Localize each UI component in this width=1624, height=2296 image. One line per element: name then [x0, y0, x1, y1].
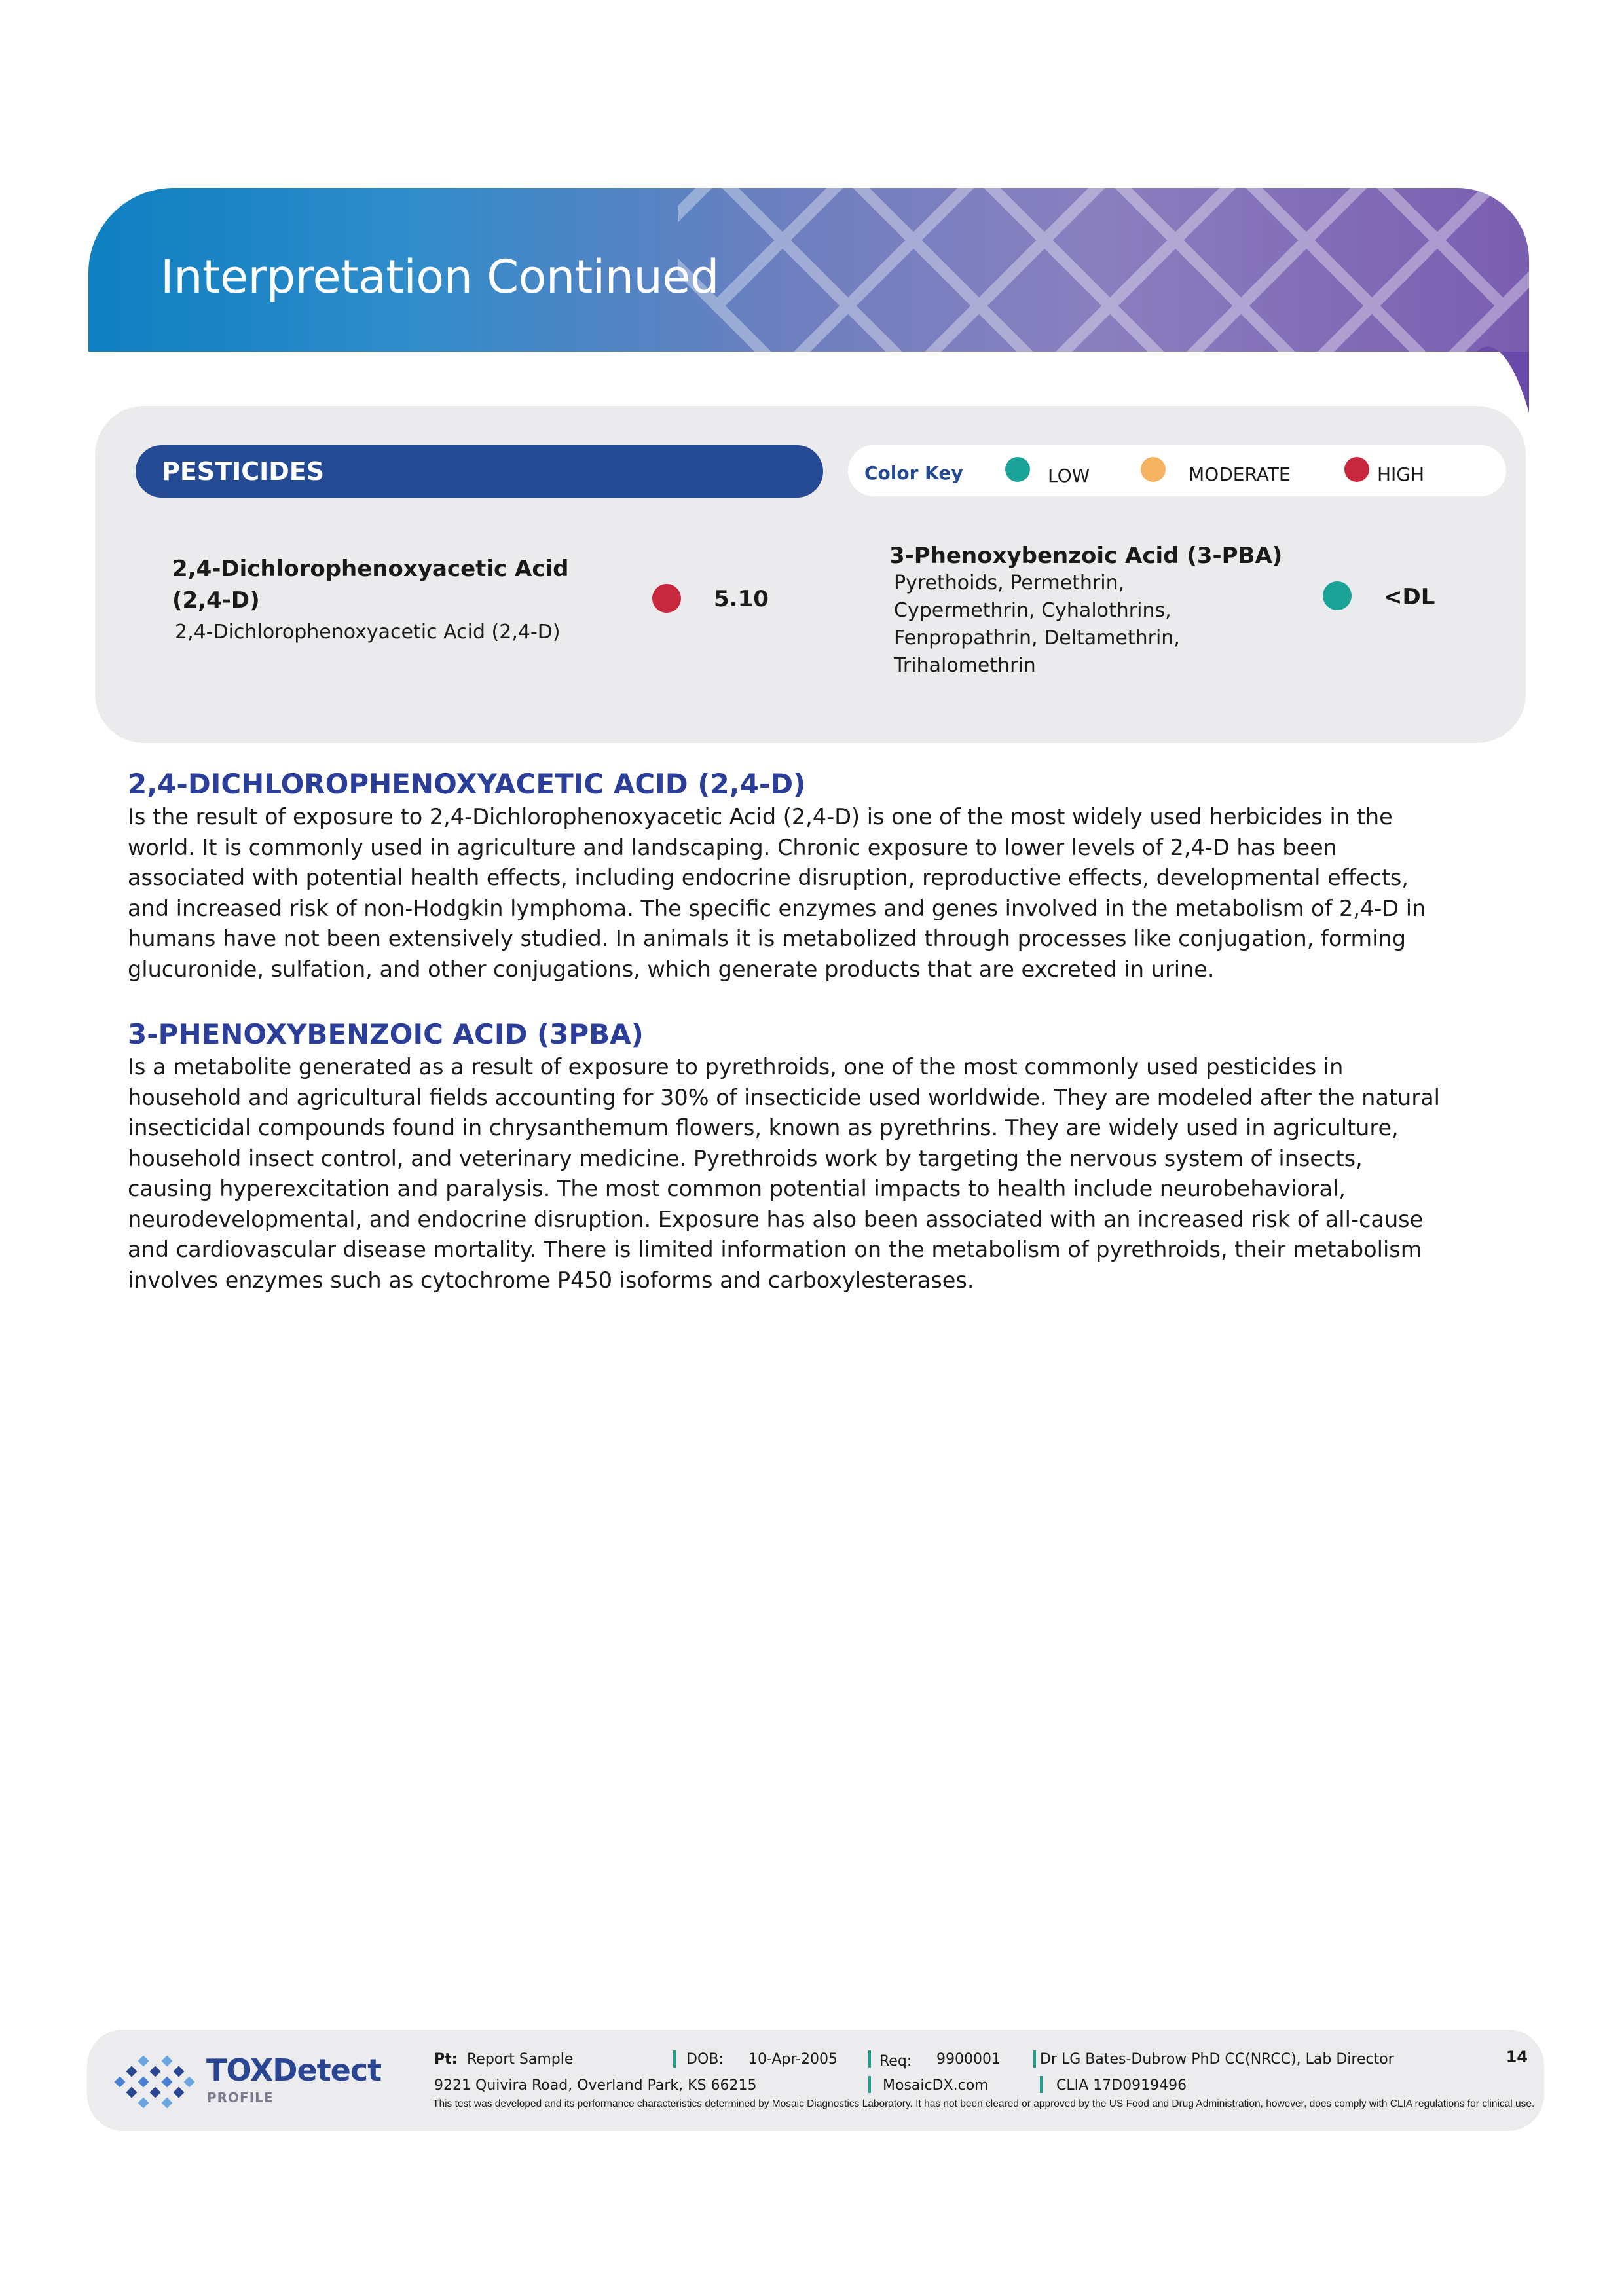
logo-text: TOXDetect	[206, 2052, 382, 2088]
footer	[87, 2030, 1544, 2131]
body-line: household insect control, and veterinary medicine. Pyrethroids work by targeting the nervous system of insects,	[128, 1145, 1363, 1171]
analyte-source-line: Trihalomethrin	[894, 654, 1036, 677]
banner-curve	[1477, 236, 1532, 419]
high-label: HIGH	[1377, 464, 1425, 485]
body-line: Is a metabolite generated as a result of exposure to pyrethroids, one of the most commonly used pesticides in	[128, 1054, 1344, 1080]
analyte-source-line: Fenpropathrin, Deltamethrin,	[894, 627, 1180, 649]
logo-subtitle: PROFILE	[207, 2090, 274, 2105]
body-line: associated with potential health effects, including endocrine disruption, reproductive effects, developmental effects,	[128, 865, 1409, 890]
clia-number: CLIA 17D0919496	[1056, 2077, 1187, 2094]
section-body	[128, 1052, 1470, 1296]
body-line: humans have not been extensively studied. In animals it is metabolized through processes like conjugation, forming	[128, 926, 1406, 951]
analyte-name-line: (2,4-D)	[172, 587, 260, 613]
body-line: glucuronide, sulfation, and other conjugations, which generate products that are excreted in urine.	[128, 956, 1215, 982]
analyte-name: 3-Phenoxybenzoic Acid (3-PBA)	[889, 543, 1283, 569]
high-dot-icon	[1344, 457, 1369, 482]
analyte-value: <DL	[1384, 584, 1435, 610]
body-line: neurodevelopmental, and endocrine disruption. Exposure has also been associated with an increased risk of all-cause	[128, 1206, 1424, 1232]
high-level-dot-icon	[652, 584, 681, 613]
page-title: Interpretation Continued	[160, 250, 719, 304]
lab-address: 9221 Quivira Road, Overland Park, KS 66215	[434, 2077, 757, 2094]
body-line: and cardiovascular disease mortality. There is limited information on the metabolism of pyrethroids, their metabolism	[128, 1237, 1422, 1262]
moderate-dot-icon	[1141, 457, 1166, 482]
toxdetect-logo-icon	[113, 2056, 198, 2108]
req-label: Req:	[879, 2053, 912, 2069]
section-heading: 3-PHENOXYBENZOIC ACID (3PBA)	[128, 1018, 644, 1050]
analyte-value: 5.10	[714, 586, 769, 612]
color-key	[848, 445, 1506, 496]
low-level-dot-icon	[1323, 581, 1352, 610]
analyte-source-line: Pyrethoids, Permethrin,	[894, 572, 1125, 594]
body-line: causing hyperexcitation and paralysis. The most common potential impacts to health include neurobehavioral,	[128, 1176, 1346, 1201]
low-dot-icon	[1005, 457, 1030, 482]
body-line: household and agricultural fields accounting for 30% of insecticide used worldwide. They are modeled after the natural	[128, 1084, 1440, 1110]
req-value: 9900001	[936, 2051, 1001, 2068]
color-key-label: Color Key	[864, 462, 963, 484]
section-label: PESTICIDES	[136, 445, 823, 498]
pesticides-panel	[95, 406, 1526, 743]
body-line: and increased risk of non-Hodgkin lymphoma. The specific enzymes and genes involved in the metabolism of 2,4-D in	[128, 895, 1426, 921]
section-heading: 2,4-DICHLOROPHENOXYACETIC ACID (2,4-D)	[128, 768, 806, 800]
low-label: LOW	[1048, 465, 1090, 486]
separator	[868, 2076, 871, 2093]
lab-director: Dr LG Bates-Dubrow PhD CC(NRCC), Lab Director	[1040, 2051, 1394, 2068]
banner-pattern	[678, 188, 1529, 352]
separator	[1033, 2050, 1036, 2068]
moderate-label: MODERATE	[1189, 464, 1291, 485]
patient-value: Report Sample	[467, 2051, 574, 2068]
analyte-name	[172, 553, 569, 616]
body-line: insecticidal compounds found in chrysanthemum flowers, known as pyrethrins. They are widely used in agriculture,	[128, 1115, 1399, 1140]
website: MosaicDX.com	[883, 2077, 989, 2094]
separator	[868, 2050, 871, 2068]
section-body	[128, 802, 1470, 985]
dob-label: DOB:	[686, 2051, 724, 2068]
disclaimer: This test was developed and its performance characteristics determined by Mosaic Diagnostics Laboratory. It has not been cleared or approved by the US Food and Drug Administration, however, does comply with CLIA regulations for clinical use.	[433, 2098, 1535, 2109]
separator	[1040, 2076, 1043, 2093]
page-number: 14	[1505, 2048, 1528, 2066]
analyte-source: 2,4-Dichlorophenoxyacetic Acid (2,4-D)	[175, 621, 561, 644]
body-line: Is the result of exposure to 2,4-Dichlorophenoxyacetic Acid (2,4-D) is one of the most widely used herbicides in the	[128, 804, 1393, 829]
body-line: world. It is commonly used in agriculture and landscaping. Chronic exposure to lower levels of 2,4-D has been	[128, 834, 1337, 860]
header-banner	[88, 188, 1529, 352]
analyte-source-line: Cypermethrin, Cyhalothrins,	[894, 599, 1172, 622]
analyte-name-line: 2,4-Dichlorophenoxyacetic Acid	[172, 556, 569, 582]
analyte-source	[894, 570, 1180, 680]
patient-label: Pt:	[434, 2051, 458, 2068]
body-line: involves enzymes such as cytochrome P450 isoforms and carboxylesterases.	[128, 1267, 974, 1293]
separator	[673, 2050, 676, 2068]
dob-value: 10-Apr-2005	[748, 2051, 838, 2068]
